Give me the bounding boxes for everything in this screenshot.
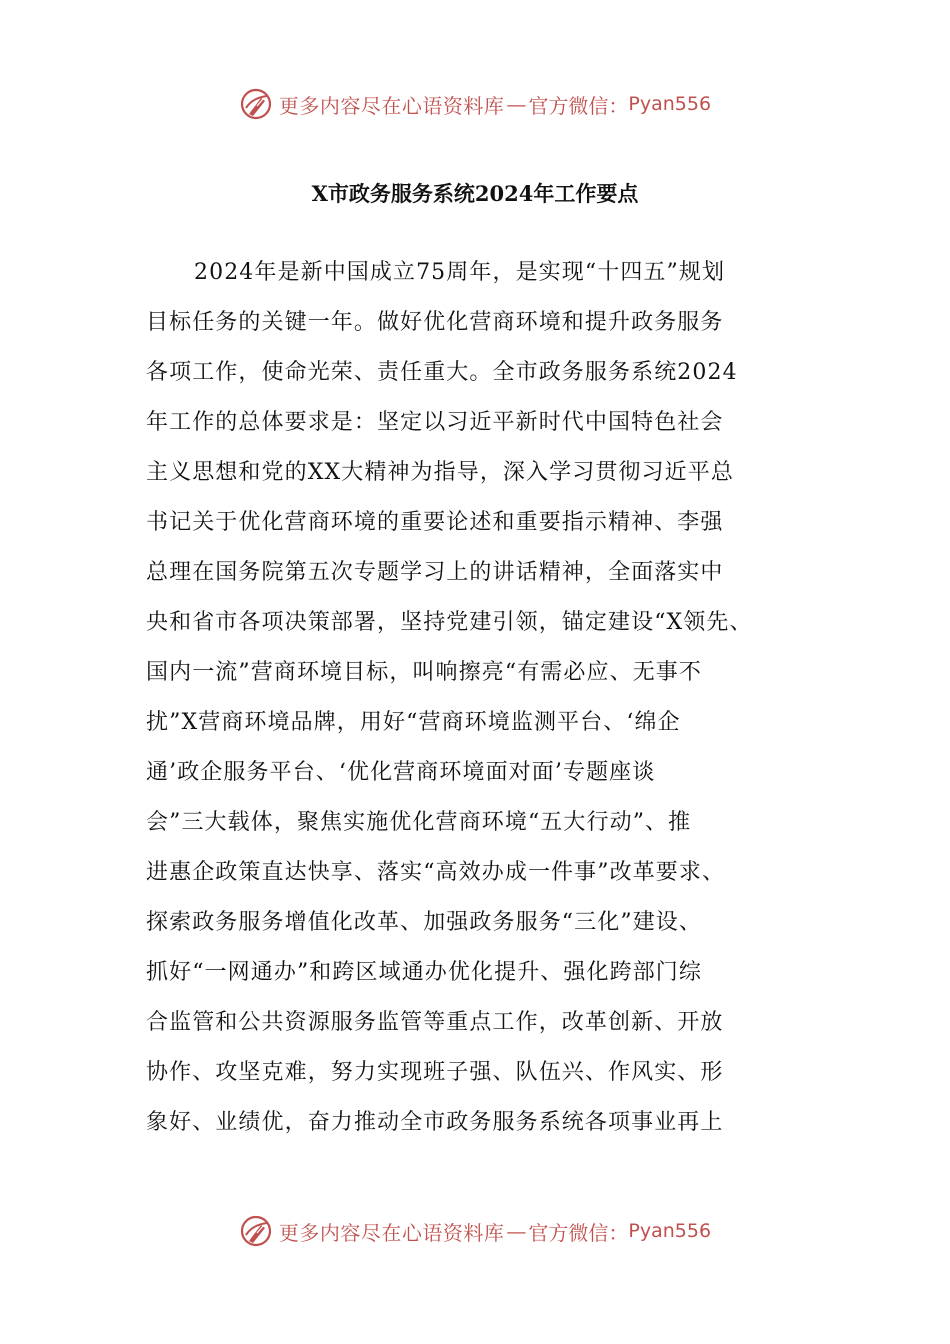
paragraph-line: 进惠企政策直达快享、落实“高效办成一件事”改革要求、 [146,860,726,885]
paragraph-line: 协作、攻坚克难，努力实现班子强、队伍兴、作风实、形 [146,1060,724,1085]
paragraph-line: 2024年是新中国成立75周年，是实现“十四五”规划 [194,260,726,285]
paragraph-line: 主义思想和党的XX大精神为指导，深入学习贯彻习近平总 [146,460,734,485]
paragraph-line: 总理在国务院第五次专题学习上的讲话精神，全面落实中 [146,560,724,585]
paragraph-line: 通’政企服务平台、‘优化营商环境面对面’专题座谈 [146,760,656,785]
banner-promo-text: 更多内容尽在心语资料库 [278,1220,505,1245]
banner-wechat-label: 官方微信： [528,1220,629,1245]
paragraph-line: 书记关于优化营商环境的重要论述和重要指示精神、李强 [146,510,724,535]
banner-wechat-handle: Pyan556 [628,1220,712,1242]
paragraph-line: 抓好“一网通办”和跨区域通办优化提升、强化跨部门综 [146,960,702,985]
banner-separator: — [506,1219,527,1243]
banner-wechat-label: 官方微信： [528,93,629,118]
banner-wechat-handle: Pyan556 [628,93,712,115]
header-banner [0,84,950,124]
footer-banner [0,1211,950,1251]
banner-promo-text: 更多内容尽在心语资料库 [278,93,505,118]
pen-nib-logo-icon [239,1214,273,1248]
pen-nib-logo-icon [239,87,273,121]
paragraph-line: 扰”X营商环境品牌，用好“营商环境监测平台、‘绵企 [146,710,681,735]
paragraph-line: 各项工作，使命光荣、责任重大。全市政务服务系统2024 [146,360,738,385]
paragraph-line: 年工作的总体要求是：坚定以习近平新时代中国特色社会 [146,410,724,435]
paragraph-line: 会”三大载体，聚焦实施优化营商环境“五大行动”、推 [146,810,692,835]
document-body [146,248,826,1148]
banner-separator: — [506,92,527,116]
paragraph-line: 国内一流”营商环境目标，叫响擦亮“有需必应、无事不 [146,660,702,685]
paragraph-line: 合监管和公共资源服务监管等重点工作，改革创新、开放 [146,1010,724,1035]
paragraph-line: 央和省市各项决策部署，坚持党建引领，锚定建设“X领先、 [146,610,753,635]
paragraph-line: 目标任务的关键一年。做好优化营商环境和提升政务服务 [146,310,724,335]
paragraph-line: 象好、业绩优，奋力推动全市政务服务系统各项事业再上 [146,1110,724,1135]
document-title: X市政务服务系统2024年工作要点 [311,181,639,206]
paragraph-line: 探索政务服务增值化改革、加强政务服务“三化”建设、 [146,910,702,935]
